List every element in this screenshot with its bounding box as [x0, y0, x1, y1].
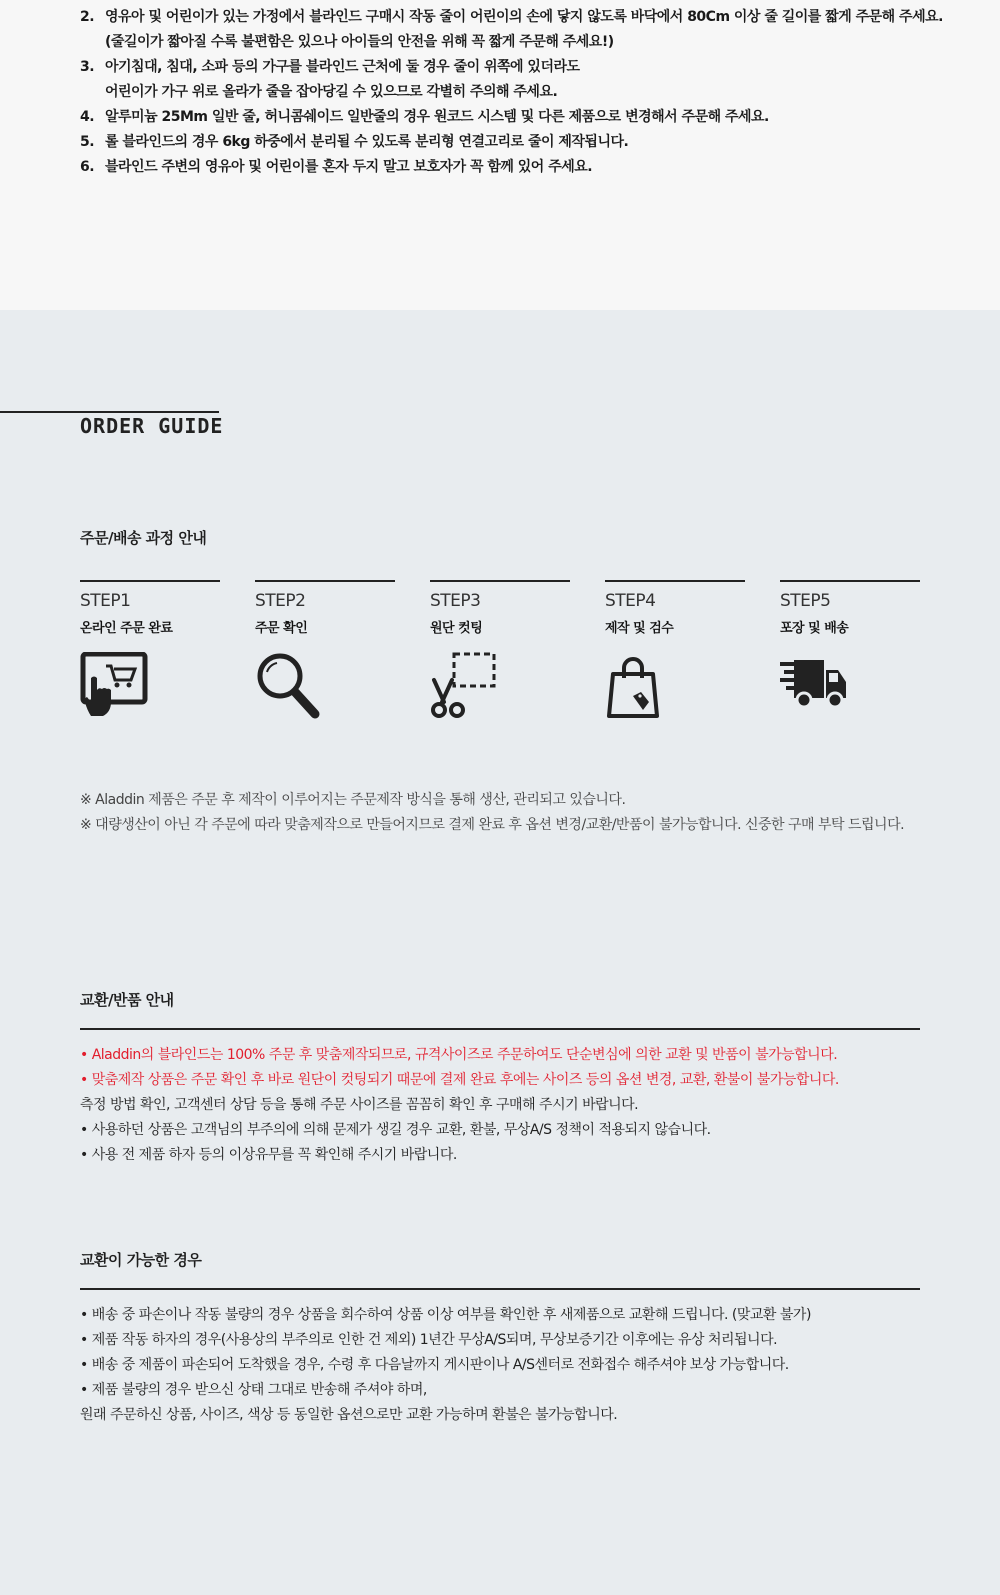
step-divider — [780, 580, 920, 582]
list-item — [80, 155, 1000, 180]
scissors-icon — [430, 652, 500, 722]
item-text: 알루미늄 25Mm 일반 줄, 허니콤쉐이드 일반줄의 경우 원코드 시스템 및 다른 제품으로 변경해서 주문해 주세요. — [105, 109, 769, 125]
exchange-possible-title: 교환이 가능한 경우 — [80, 1251, 202, 1269]
title-divider — [0, 411, 219, 413]
shopping-bag-icon — [605, 652, 675, 722]
list-item: • 제품 불량의 경우 받으신 상태 그대로 반송해 주셔야 하며, 원래 주문하신 상품, 사이즈, 색상 등 동일한 옵션으로만 교환 가능하며 환불은 불가능합니다. — [80, 1382, 618, 1423]
item-text: 아기침대, 침대, 소파 등의 가구를 블라인드 근처에 둘 경우 줄이 위쪽에 있더라도 어린이가 가구 위로 올라가 줄을 잡아당길 수 있으므로 각별히 주의해 주세요. — [105, 59, 580, 100]
item-text: 블라인드 주변의 영유아 및 어린이를 혼자 두지 말고 보호자가 꼭 함께 있어 주세요. — [105, 159, 593, 175]
magnifier-icon — [255, 652, 325, 722]
list-item: • 배송 중 제품이 파손되어 도착했을 경우, 수령 후 다음날까지 게시판이나 A/S센터로 전화접수 해주셔야 보상 가능합니다. — [80, 1357, 789, 1373]
safety-notes-list — [0, 5, 1000, 180]
order-guide-title: ORDER GUIDE — [80, 414, 224, 438]
exchange-return-title: 교환/반품 안내 — [80, 991, 174, 1009]
item-text: 롤 블라인드의 경우 6kg 하중에서 분리될 수 있도록 분리형 연결고리로 줄이 제작됩니다. — [105, 134, 629, 150]
step-divider — [605, 580, 745, 582]
step-label: STEP1 — [80, 591, 131, 611]
item-number: 6. — [80, 159, 95, 175]
step-label: STEP5 — [780, 591, 831, 611]
list-item: • 사용 전 제품 하자 등의 이상유무를 꼭 확인해 주시기 바랍니다. — [80, 1147, 457, 1163]
step-name: 원단 컷팅 — [430, 621, 483, 636]
step-divider — [430, 580, 570, 582]
step-name: 포장 및 배송 — [780, 621, 849, 636]
tablet-cart-icon — [80, 652, 150, 722]
step-name: 주문 확인 — [255, 621, 308, 636]
step-5 — [780, 580, 920, 636]
item-text: 영유아 및 어린이가 있는 가정에서 블라인드 구매시 작동 줄이 어린이의 손에 닿지 않도록 바닥에서 80Cm 이상 줄 길이를 짧게 주문해 주세요. (줄길이가 짧아질 수록 불편함은 있으나 아이들의 안전을 위해 꼭 짧게 주문해 주세요!) — [105, 9, 943, 50]
step-divider — [80, 580, 220, 582]
step-2 — [255, 580, 395, 636]
note-line: ※ Aladdin 제품은 주문 후 제작이 이루어지는 주문제작 방식을 통해 생산, 관리되고 있습니다. — [80, 792, 626, 808]
process-title: 주문/배송 과정 안내 — [80, 529, 207, 547]
list-item: 측정 방법 확인, 고객센터 상담 등을 통해 주문 사이즈를 꼼꼼히 확인 후 구매해 주시기 바랍니다. — [80, 1097, 639, 1113]
step-1 — [80, 580, 220, 636]
step-name: 온라인 주문 완료 — [80, 621, 173, 636]
list-item: • 맞춤제작 상품은 주문 확인 후 바로 원단이 컷팅되기 때문에 결제 완료 후에는 사이즈 등의 옵션 변경, 교환, 환불이 불가능합니다. — [80, 1072, 839, 1088]
step-label: STEP2 — [255, 591, 306, 611]
safety-notes-section — [0, 0, 1000, 310]
list-item — [80, 5, 1000, 55]
step-label: STEP3 — [430, 591, 481, 611]
item-number: 5. — [80, 134, 95, 150]
item-number: 4. — [80, 109, 95, 125]
step-divider — [255, 580, 395, 582]
exchange-return-list — [80, 1043, 930, 1168]
section-divider — [80, 1028, 920, 1030]
list-item — [80, 105, 1000, 130]
list-item: • Aladdin의 블라인드는 100% 주문 후 맞춤제작되므로, 규격사이즈로 주문하여도 단순변심에 의한 교환 및 반품이 불가능합니다. — [80, 1047, 838, 1063]
order-notes — [80, 788, 904, 838]
step-label: STEP4 — [605, 591, 656, 611]
item-number: 3. — [80, 59, 95, 75]
list-item — [80, 130, 1000, 155]
list-item: • 제품 작동 하자의 경우(사용상의 부주의로 인한 건 제외) 1년간 무상A/S되며, 무상보증기간 이후에는 유상 처리됩니다. — [80, 1332, 778, 1348]
list-item — [80, 55, 1000, 105]
exchange-possible-list — [80, 1303, 930, 1428]
list-item: • 사용하던 상품은 고객님의 부주의에 의해 문제가 생길 경우 교환, 환불, 무상A/S 정책이 적용되지 않습니다. — [80, 1122, 711, 1138]
step-name: 제작 및 검수 — [605, 621, 674, 636]
section-divider — [80, 1288, 920, 1290]
note-line: ※ 대량생산이 아닌 각 주문에 따라 맞춤제작으로 만들어지므로 결제 완료 후 옵션 변경/교환/반품이 불가능합니다. 신중한 구매 부탁 드립니다. — [80, 817, 905, 833]
list-item: • 배송 중 파손이나 작동 불량의 경우 상품을 회수하여 상품 이상 여부를 확인한 후 새제품으로 교환해 드립니다. (맞교환 불가) — [80, 1307, 811, 1323]
step-3 — [430, 580, 570, 636]
step-4 — [605, 580, 745, 636]
order-guide-section — [0, 310, 1000, 1595]
delivery-truck-icon — [780, 652, 850, 722]
order-steps — [80, 580, 920, 740]
item-number: 2. — [80, 9, 95, 25]
